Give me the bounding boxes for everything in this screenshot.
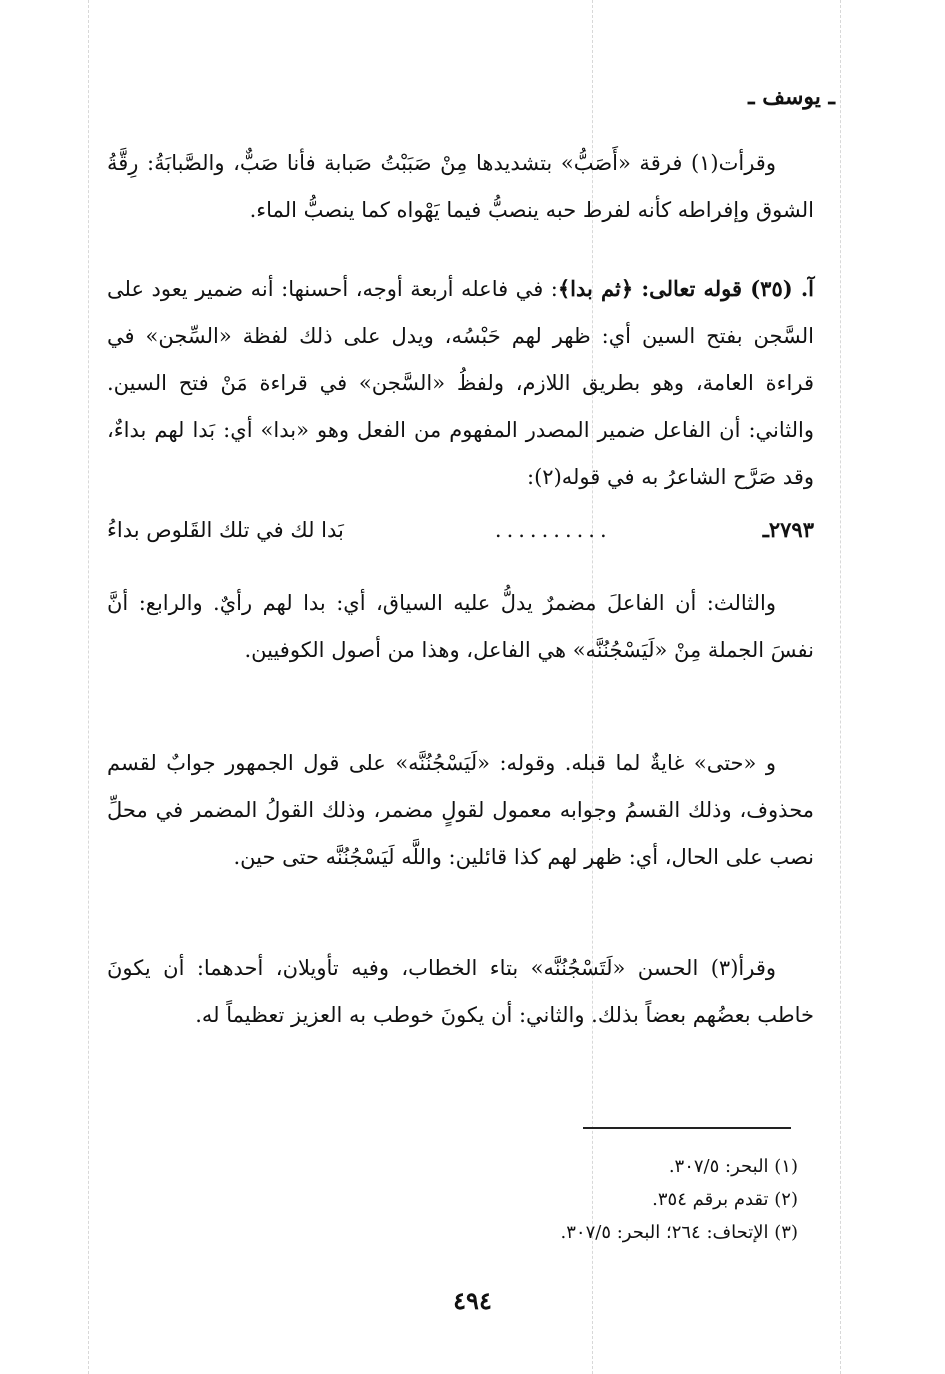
paragraph-1 xyxy=(107,140,814,234)
paragraph-4 xyxy=(107,740,814,881)
scan-guide-line xyxy=(88,0,89,1374)
citation-number: ٢٧٩٣ـ xyxy=(762,517,814,542)
paragraph-text: والثالث: أن الفاعلَ مضمرٌ يدلُّ عليه السياق، أي: بدا لهم رأيٌ. والرابع: أنَّ نفسَ الجملة مِنْ «لَيَسْجُنُنَّه» هي الفاعل، وهذا من أصول الكوفيين. xyxy=(107,591,814,662)
paragraph-5 xyxy=(107,945,814,1039)
verse-heading: آ. (٣٥) قوله تعالى: ﴿ثم بدا﴾ xyxy=(557,276,814,301)
paragraph-2 xyxy=(107,265,814,501)
paragraph-body: : في فاعله أربعة أوجه، أحسنها: أنه ضمير يعود على السَّجن بفتح السين أي: ظهر لهم حَبْسُه، ويدل على ذلك لفظة «السِّجن» في قراءة العامة، وهو بطريق اللازم، ولفظُ «السَّجن» في قراءة مَنْ فتح السين. والثاني: أن الفاعل ضمير المصدر المفهوم من الفعل وهو «بدا» أي: بَدا لهم بداءٌ، وقد صَرَّح الشاعرُ به في قوله(٢): xyxy=(107,277,814,489)
footnotes xyxy=(200,1150,798,1249)
running-header: ـ يوسف ـ xyxy=(748,84,835,110)
paragraph-3 xyxy=(107,580,814,674)
ellipsis-dots: .......... xyxy=(494,518,612,542)
paragraph-text xyxy=(107,265,814,501)
page-number: ٤٩٤ xyxy=(453,1286,492,1315)
verse-text: بَدا لك في تلك القَلوص بداءُ xyxy=(107,518,344,542)
footnote-separator xyxy=(583,1127,791,1129)
footnote-item: (١) البحر: ٣٠٧/٥. xyxy=(668,1156,798,1177)
poetry-citation xyxy=(107,510,814,550)
paragraph-text: وقرأ(٣) الحسن «لَتَسْجُنُنَّه» بتاء الخطاب، وفيه تأويلان، أحدهما: أن يكونَ خاطب بعضُهم بعضاً بذلك. والثاني: أن يكونَ خوطب به العزيز تعظيماً له. xyxy=(107,956,814,1027)
footnote-item: (٢) تقدم برقم ٣٥٤. xyxy=(652,1189,798,1210)
scan-guide-line xyxy=(840,0,841,1374)
paragraph-text: وقرأت(١) فرقة «أَصَبُّ» بتشديدها مِنْ صَبَبْتُ صَبابة فأنا صَبٌّ، والصَّبابَةُ: رِقَّةُ الشوق وإفراطه كأنه لفرط حبه ينصبُّ فيما يَهْواه كما ينصبُّ الماء. xyxy=(107,151,814,222)
paragraph-text: و «حتى» غايةٌ لما قبله. وقوله: «لَيَسْجُنُنَّه» على قول الجمهور جوابٌ لقسم محذوف، وذلك القسمُ وجوابه معمول لقولٍ مضمر، وذلك القولُ المضمر في محلِّ نصب على الحال، أي: ظهر لهم كذا قائلين: واللَّه لَيَسْجُنُنَّه حتى حين. xyxy=(107,751,814,869)
footnote-item: (٣) الإتحاف: ٢٦٤؛ البحر: ٣٠٧/٥. xyxy=(560,1222,798,1243)
